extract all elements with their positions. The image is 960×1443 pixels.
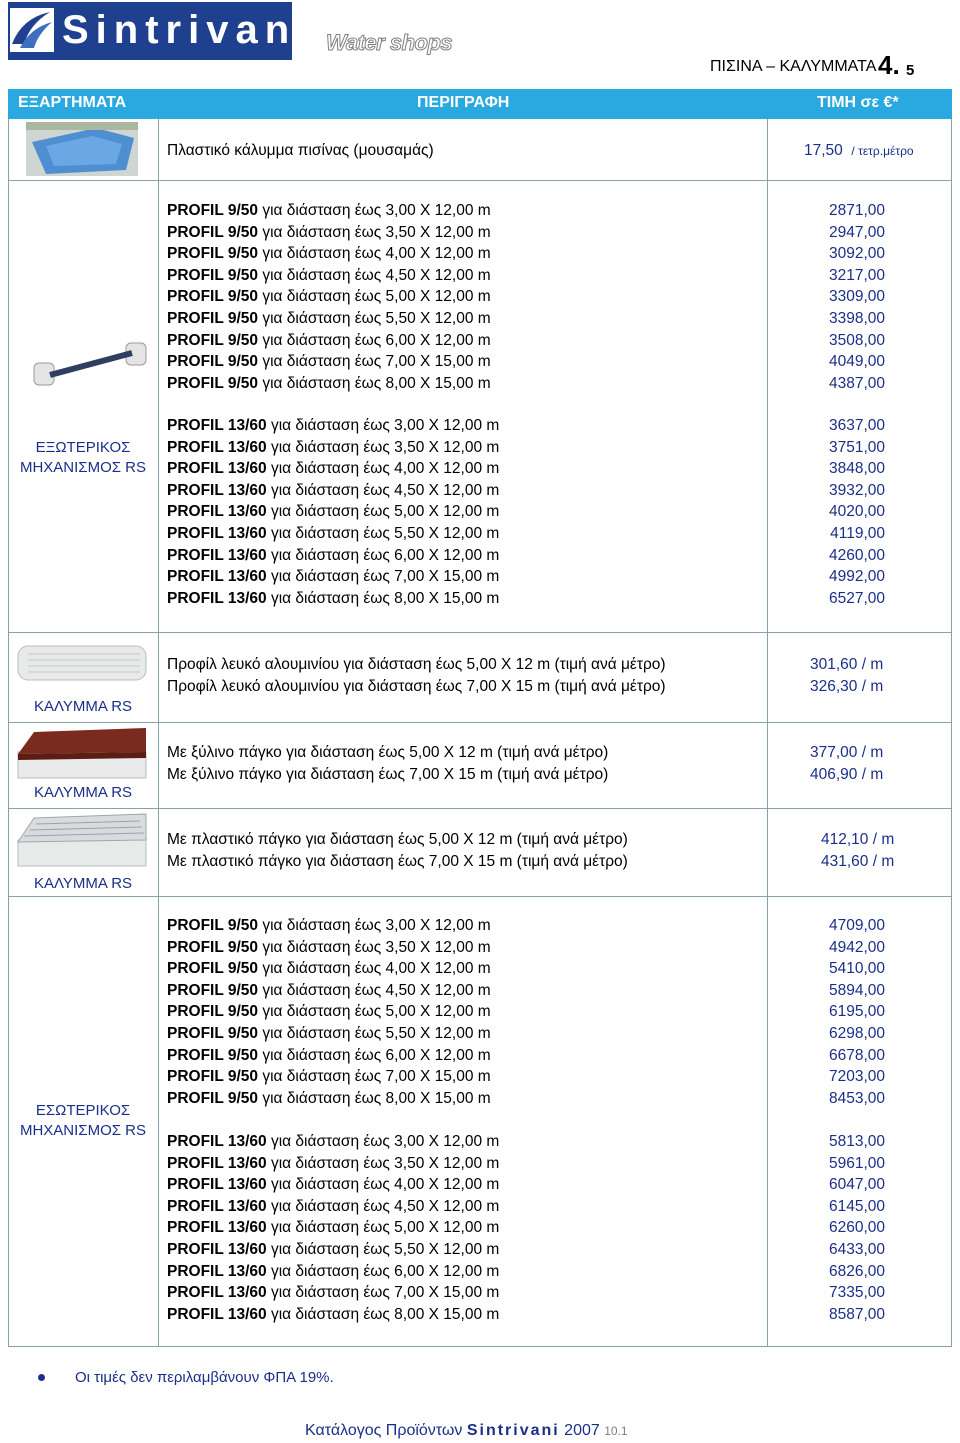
profile-model: PROFIL 9/50 bbox=[167, 1068, 259, 1086]
table-row bbox=[167, 1282, 499, 1304]
dimension-text: για διάσταση έως 5,00 Χ 12,00 m bbox=[258, 288, 491, 306]
price-value: 6433,00 bbox=[828, 1241, 885, 1258]
table-row bbox=[167, 200, 491, 222]
table-row bbox=[167, 566, 499, 588]
cover-label: ΚΑΛΥΜΜΑ RS bbox=[33, 784, 133, 801]
cover-description-line: Με πλαστικό πάγκο για διάσταση έως 7,00 Χ 15 m (τιμή ανά μέτρο) bbox=[167, 852, 628, 870]
profile-model: PROFIL 13/60 bbox=[167, 417, 267, 434]
price-value: 5813,00 bbox=[828, 1133, 885, 1150]
dimension-text: για διάσταση έως 6,00 Χ 12,00 m bbox=[266, 1262, 500, 1280]
price-value: 3092,00 bbox=[828, 245, 885, 263]
price-value: 6826,00 bbox=[828, 1262, 885, 1280]
table-row bbox=[167, 1001, 491, 1023]
cover-price: 301,60 / m bbox=[810, 656, 884, 673]
dimension-text: για διάσταση έως 5,50 Χ 12,00 m bbox=[258, 1025, 491, 1042]
table-row bbox=[167, 437, 499, 459]
profile-model: PROFIL 13/60 bbox=[167, 481, 267, 499]
profile-model: PROFIL 13/60 bbox=[167, 1133, 267, 1150]
column-header-price: ΤΙΜΗ σε €* bbox=[817, 94, 899, 111]
pool-cover-description: Πλαστικό κάλυμμα πισίνας (μουσαμάς) bbox=[167, 142, 434, 159]
table-row bbox=[167, 1304, 499, 1326]
table-row bbox=[167, 1045, 491, 1067]
table-row bbox=[167, 1088, 491, 1110]
external-mechanism-label: ΕΞΩΤΕΡΙΚΟΣ ΜΗΧΑΝΙΣΜΟΣ RS bbox=[19, 439, 147, 476]
dimension-text: για διάσταση έως 4,50 Χ 12,00 m bbox=[258, 266, 491, 284]
wave-logo-icon bbox=[10, 8, 54, 52]
dimension-text: για διάσταση έως 5,50 Χ 12,00 m bbox=[266, 525, 500, 542]
dimension-text: για διάσταση έως 6,00 Χ 12,00 m bbox=[258, 331, 491, 349]
dimension-text: για διάσταση έως 7,00 Χ 15,00 m bbox=[266, 1284, 500, 1302]
dimension-text: για διάσταση έως 3,50 Χ 12,00 m bbox=[266, 1154, 500, 1172]
price-value: 4049,00 bbox=[828, 353, 885, 371]
pool-cover-price: 17,50 / τετρ.μέτρο bbox=[804, 142, 914, 159]
price-value: 3637,00 bbox=[828, 417, 885, 434]
dimension-text: για διάσταση έως 5,00 Χ 12,00 m bbox=[266, 1219, 500, 1237]
profile-model: PROFIL 9/50 bbox=[167, 1025, 259, 1042]
dimension-text: για διάσταση έως 6,00 Χ 12,00 m bbox=[266, 546, 500, 564]
dimension-text: για διάσταση έως 8,00 Χ 15,00 m bbox=[258, 1089, 491, 1107]
dimension-text: για διάσταση έως 8,00 Χ 15,00 m bbox=[258, 374, 491, 392]
dimension-text: για διάσταση έως 3,00 Χ 12,00 m bbox=[258, 202, 491, 219]
price-value: 2871,00 bbox=[828, 202, 885, 219]
profile-model: PROFIL 13/60 bbox=[167, 1219, 267, 1237]
profile-model: PROFIL 9/50 bbox=[167, 310, 259, 327]
price-value: 4260,00 bbox=[828, 546, 885, 564]
dimension-text: για διάσταση έως 7,00 Χ 15,00 m bbox=[258, 353, 491, 371]
price-value: 4020,00 bbox=[828, 503, 885, 521]
profile-model: PROFIL 13/60 bbox=[167, 503, 267, 521]
profile-model: PROFIL 9/50 bbox=[167, 202, 259, 219]
profile-model: PROFIL 9/50 bbox=[167, 374, 259, 392]
price-value: 2947,00 bbox=[828, 223, 885, 241]
logo-text: Sintrivani bbox=[62, 8, 315, 52]
profile-model: PROFIL 13/60 bbox=[167, 1197, 267, 1215]
profile-model: PROFIL 9/50 bbox=[167, 960, 259, 978]
price-value: 3848,00 bbox=[828, 460, 885, 478]
profile-model: PROFIL 13/60 bbox=[167, 525, 267, 542]
table-row bbox=[167, 286, 491, 308]
section-title: ΠΙΣΙΝΑ – ΚΑΛΥΜΜΑΤΑ bbox=[710, 58, 877, 75]
profile-model: PROFIL 9/50 bbox=[167, 1089, 259, 1107]
price-value: 7203,00 bbox=[828, 1068, 885, 1086]
table-row bbox=[167, 373, 491, 395]
dimension-text: για διάσταση έως 4,00 Χ 12,00 m bbox=[258, 245, 491, 263]
profile-model: PROFIL 13/60 bbox=[167, 438, 267, 456]
table-row bbox=[167, 1153, 499, 1175]
dimension-text: για διάσταση έως 4,00 Χ 12,00 m bbox=[266, 460, 500, 478]
profile-model: PROFIL 9/50 bbox=[167, 938, 259, 956]
dimension-text: για διάσταση έως 3,50 Χ 12,00 m bbox=[258, 938, 491, 956]
table-row bbox=[167, 937, 491, 959]
profile-model: PROFIL 9/50 bbox=[167, 223, 259, 241]
dimension-text: για διάσταση έως 3,00 Χ 12,00 m bbox=[258, 917, 491, 934]
column-header-accessories: ΕΞΑΡΤΗΜΑΤΑ bbox=[18, 94, 127, 111]
dimension-text: για διάσταση έως 6,00 Χ 12,00 m bbox=[258, 1046, 491, 1064]
table-row bbox=[167, 243, 491, 265]
price-value: 6678,00 bbox=[828, 1046, 885, 1064]
price-value: 3217,00 bbox=[828, 266, 885, 284]
profile-model: PROFIL 13/60 bbox=[167, 1284, 267, 1302]
profile-model: PROFIL 13/60 bbox=[167, 1241, 267, 1258]
price-value: 4387,00 bbox=[828, 374, 885, 392]
cover-label: ΚΑΛΥΜΜΑ RS bbox=[33, 698, 133, 715]
price-value: 6145,00 bbox=[828, 1197, 885, 1215]
table-row bbox=[167, 1217, 499, 1239]
profile-model: PROFIL 13/60 bbox=[167, 589, 267, 607]
cover-aluminium-image bbox=[16, 636, 148, 696]
dimension-text: για διάσταση έως 7,00 Χ 15,00 m bbox=[266, 568, 500, 586]
table-row bbox=[167, 1131, 499, 1153]
dimension-text: για διάσταση έως 3,00 Χ 12,00 m bbox=[266, 1133, 500, 1150]
table-row bbox=[167, 545, 499, 567]
table-row bbox=[167, 523, 499, 545]
table-row bbox=[167, 1196, 499, 1218]
price-value: 5410,00 bbox=[828, 960, 885, 978]
cover-description-line: Με πλαστικό πάγκο για διάσταση έως 5,00 Χ 12 m (τιμή ανά μέτρο) bbox=[167, 831, 628, 848]
price-value: 3932,00 bbox=[828, 481, 885, 499]
table-row bbox=[167, 415, 499, 437]
price-value: 4119,00 bbox=[830, 525, 885, 542]
dimension-text: για διάσταση έως 5,50 Χ 12,00 m bbox=[258, 310, 491, 327]
table-row bbox=[167, 480, 499, 502]
cover-price: 377,00 / m bbox=[810, 744, 884, 761]
dimension-text: για διάσταση έως 5,50 Χ 12,00 m bbox=[266, 1241, 500, 1258]
price-value: 5961,00 bbox=[828, 1154, 885, 1172]
cover-description-line: Με ξύλινο πάγκο για διάσταση έως 5,00 Χ 12 m (τιμή ανά μέτρο) bbox=[167, 744, 609, 761]
cover-plastic-image bbox=[16, 810, 148, 870]
table-row bbox=[167, 351, 491, 373]
table-row bbox=[167, 222, 491, 244]
profile-model: PROFIL 9/50 bbox=[167, 288, 259, 306]
bullet-icon bbox=[38, 1374, 45, 1381]
table-row bbox=[167, 1023, 491, 1045]
table-row bbox=[167, 958, 491, 980]
table-row bbox=[167, 265, 491, 287]
dimension-text: για διάσταση έως 8,00 Χ 15,00 m bbox=[266, 1305, 500, 1323]
cover-description-line: Προφίλ λευκό αλουμινίου για διάσταση έως 5,00 Χ 12 m (τιμή ανά μέτρο) bbox=[167, 656, 666, 673]
profile-model: PROFIL 13/60 bbox=[167, 460, 267, 478]
cover-price: 326,30 / m bbox=[810, 677, 884, 695]
price-value: 4709,00 bbox=[828, 917, 885, 934]
profile-model: PROFIL 13/60 bbox=[167, 568, 267, 586]
profile-model: PROFIL 9/50 bbox=[167, 245, 259, 263]
table-row bbox=[167, 330, 491, 352]
cover-price: 412,10 / m bbox=[821, 831, 895, 848]
dimension-text: για διάσταση έως 4,50 Χ 12,00 m bbox=[266, 481, 500, 499]
table-row bbox=[167, 1174, 499, 1196]
pool-cover-image bbox=[26, 122, 138, 176]
vat-footnote: Οι τιμές δεν περιλαμβάνουν ΦΠΑ 19%. bbox=[75, 1369, 334, 1386]
price-value: 6260,00 bbox=[828, 1219, 885, 1237]
column-header-description: ΠΕΡΙΓΡΑΦΗ bbox=[417, 94, 510, 111]
dimension-text: για διάσταση έως 3,50 Χ 12,00 m bbox=[266, 438, 500, 456]
table-row bbox=[167, 458, 499, 480]
table-row bbox=[167, 1261, 499, 1283]
price-value: 6195,00 bbox=[828, 1003, 885, 1021]
price-value: 3309,00 bbox=[828, 288, 885, 306]
dimension-text: για διάσταση έως 4,50 Χ 12,00 m bbox=[258, 981, 491, 999]
price-value: 3398,00 bbox=[828, 310, 885, 327]
section-subnumber: 5 bbox=[906, 62, 915, 79]
cover-wood-image bbox=[16, 724, 148, 782]
price-value: 4942,00 bbox=[828, 938, 885, 956]
cover-price: 431,60 / m bbox=[821, 852, 895, 870]
price-value: 6527,00 bbox=[828, 589, 885, 607]
dimension-text: για διάσταση έως 3,00 Χ 12,00 m bbox=[266, 417, 500, 434]
profile-model: PROFIL 13/60 bbox=[167, 546, 267, 564]
dimension-text: για διάσταση έως 5,00 Χ 12,00 m bbox=[266, 503, 500, 521]
profile-model: PROFIL 13/60 bbox=[167, 1305, 267, 1323]
dimension-text: για διάσταση έως 4,00 Χ 12,00 m bbox=[258, 960, 491, 978]
profile-model: PROFIL 9/50 bbox=[167, 266, 259, 284]
profile-model: PROFIL 13/60 bbox=[167, 1176, 267, 1194]
dimension-text: για διάσταση έως 5,00 Χ 12,00 m bbox=[258, 1003, 491, 1021]
section-number: 4. bbox=[878, 50, 900, 80]
price-value: 8587,00 bbox=[828, 1305, 885, 1323]
price-value: 3508,00 bbox=[828, 331, 885, 349]
price-value: 3751,00 bbox=[828, 438, 885, 456]
profile-model: PROFIL 9/50 bbox=[167, 1003, 259, 1021]
profile-model: PROFIL 9/50 bbox=[167, 1046, 259, 1064]
profile-model: PROFIL 9/50 bbox=[167, 917, 259, 934]
table-row bbox=[167, 1239, 499, 1261]
dimension-text: για διάσταση έως 3,50 Χ 12,00 m bbox=[258, 223, 491, 241]
price-value: 6298,00 bbox=[828, 1025, 885, 1042]
sub-brand: Water shops bbox=[326, 30, 453, 55]
profile-model: PROFIL 13/60 bbox=[167, 1154, 267, 1172]
dimension-text: για διάσταση έως 4,50 Χ 12,00 m bbox=[266, 1197, 500, 1215]
price-value: 6047,00 bbox=[828, 1176, 885, 1194]
dimension-text: για διάσταση έως 7,00 Χ 15,00 m bbox=[258, 1068, 491, 1086]
cover-label: ΚΑΛΥΜΜΑ RS bbox=[33, 875, 133, 892]
profile-model: PROFIL 13/60 bbox=[167, 1262, 267, 1280]
profile-model: PROFIL 9/50 bbox=[167, 331, 259, 349]
external-mechanism-image bbox=[30, 335, 150, 390]
table-row bbox=[167, 308, 491, 330]
price-value: 7335,00 bbox=[828, 1284, 885, 1302]
table-row bbox=[167, 588, 499, 610]
price-value: 4992,00 bbox=[828, 568, 885, 586]
table-row bbox=[167, 501, 499, 523]
cover-description-line: Προφίλ λευκό αλουμινίου για διάσταση έως 7,00 Χ 15 m (τιμή ανά μέτρο) bbox=[167, 677, 666, 695]
table-row bbox=[167, 915, 491, 937]
cover-price: 406,90 / m bbox=[810, 765, 884, 783]
dimension-text: για διάσταση έως 4,00 Χ 12,00 m bbox=[266, 1176, 500, 1194]
cover-description-line: Με ξύλινο πάγκο για διάσταση έως 7,00 Χ 15 m (τιμή ανά μέτρο) bbox=[167, 765, 609, 783]
internal-mechanism-label: ΕΣΩΤΕΡΙΚΟΣ ΜΗΧΑΝΙΣΜΟΣ RS bbox=[19, 1102, 147, 1139]
table-row bbox=[167, 980, 491, 1002]
price-value: 5894,00 bbox=[828, 981, 885, 999]
table-row bbox=[167, 1066, 491, 1088]
footer: Κατάλογος Προϊόντων Sintrivani 2007 10.1 bbox=[305, 1422, 628, 1439]
price-value: 8453,00 bbox=[828, 1089, 885, 1107]
profile-model: PROFIL 9/50 bbox=[167, 981, 259, 999]
profile-model: PROFIL 9/50 bbox=[167, 353, 259, 371]
dimension-text: για διάσταση έως 8,00 Χ 15,00 m bbox=[266, 589, 500, 607]
